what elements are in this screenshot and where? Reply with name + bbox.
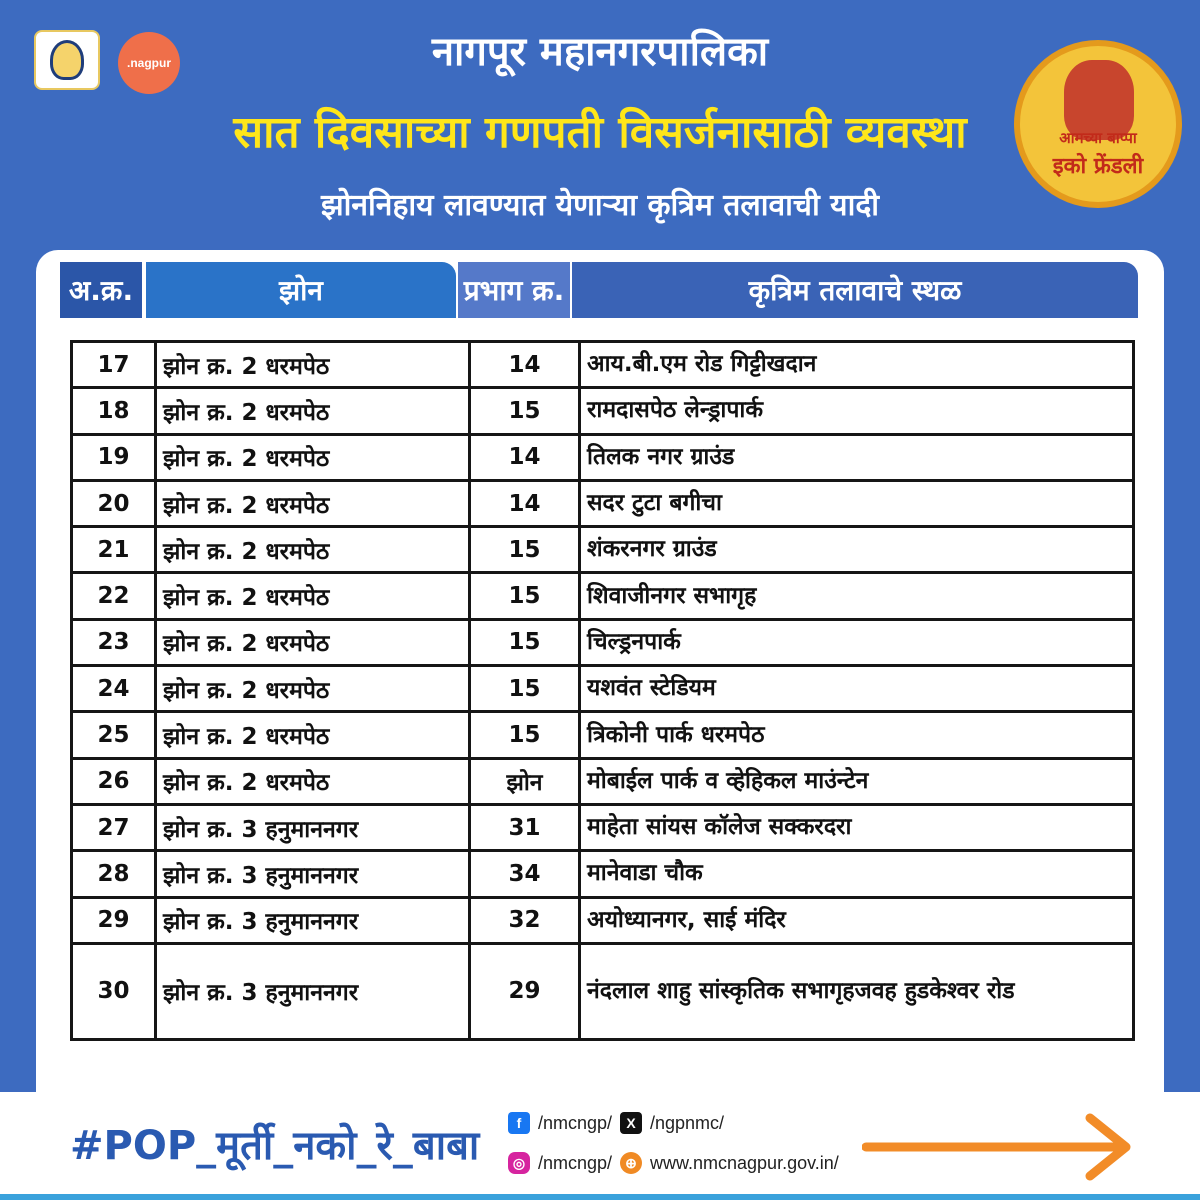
zone-cell: झोन क्र. 3 हनुमाननगर [156,943,470,1039]
serial-cell: 30 [72,943,156,1039]
serial-cell: 22 [72,573,156,619]
nagpur-brand-logo: .nagpur [118,32,180,94]
ward-cell: 32 [470,897,580,943]
ward-cell: 15 [470,527,580,573]
serial-cell: 25 [72,712,156,758]
column-header-serial: अ.क्र. [60,262,142,318]
table-row [72,434,1134,480]
zone-cell: झोन क्र. 3 हनुमाननगर [156,897,470,943]
serial-cell: 23 [72,619,156,665]
site-cell: अयोध्यानगर, साई मंदिर [580,897,1134,943]
x-link[interactable] [620,1112,724,1134]
instagram-handle: /nmcngp/ [538,1152,613,1173]
serial-cell: 28 [72,851,156,897]
site-cell: यशवंत स्टेडियम [580,666,1134,712]
site-cell: तिलक नगर ग्राउंड [580,434,1134,480]
site-cell: नंदलाल शाहु सांस्कृतिक सभागृहजवह हुडकेश्वर रोड [580,943,1134,1039]
facebook-handle: /nmcngp/ [538,1112,613,1133]
site-cell: मानेवाडा चौक [580,851,1134,897]
ward-cell: 15 [470,712,580,758]
ward-cell: 34 [470,851,580,897]
page-subtitle: झोननिहाय लावण्यात येणाऱ्या कृत्रिम तलावाची यादी [320,188,880,223]
ward-cell: 29 [470,943,580,1039]
header [0,0,1200,250]
zone-cell: झोन क्र. 2 धरमपेठ [156,388,470,434]
site-cell: शंकरनगर ग्राउंड [580,527,1134,573]
facebook-link[interactable] [508,1112,612,1134]
site-cell: रामदासपेठ लेन्ड्रापार्क [580,388,1134,434]
zone-cell: झोन क्र. 2 धरमपेठ [156,480,470,526]
serial-cell: 19 [72,434,156,480]
website-link[interactable] [620,1152,839,1174]
site-cell: मोबाईल पार्क व व्हेहिकल माउंन्टेन [580,758,1134,804]
table-row [72,527,1134,573]
table-row [72,943,1134,1039]
zone-cell: झोन क्र. 2 धरमपेठ [156,342,470,388]
ward-cell: 31 [470,804,580,850]
table-row [72,388,1134,434]
table-row [72,666,1134,712]
table-row [72,573,1134,619]
column-header-zone: झोन [146,262,456,318]
zone-cell: झोन क्र. 2 धरमपेठ [156,712,470,758]
site-cell: त्रिकोनी पार्क धरमपेठ [580,712,1134,758]
table-row [72,897,1134,943]
zone-cell: झोन क्र. 2 धरमपेठ [156,619,470,665]
zone-cell: झोन क्र. 2 धरमपेठ [156,434,470,480]
facebook-icon: f [508,1112,530,1134]
ward-cell: 15 [470,619,580,665]
zone-cell: झोन क्र. 3 हनुमाननगर [156,851,470,897]
table-row [72,619,1134,665]
zone-cell: झोन क्र. 2 धरमपेठ [156,666,470,712]
serial-cell: 17 [72,342,156,388]
organization-title: नागपूर महानगरपालिका [431,29,769,75]
column-header-site: कृत्रिम तलावाचे स्थळ [572,262,1138,318]
site-cell: माहेता सांयस कॉलेज सक्करदरा [580,804,1134,850]
site-cell: सदर टुटा बगीचा [580,480,1134,526]
instagram-link[interactable] [508,1152,612,1174]
eco-badge-top-text: आमच्या बाप्पा [1059,129,1137,147]
instagram-icon: ◎ [508,1152,530,1174]
ward-cell: 15 [470,666,580,712]
ward-cell: 15 [470,573,580,619]
site-cell: शिवाजीनगर सभागृह [580,573,1134,619]
campaign-hashtag: #POP_मूर्ती_नको_रे_बाबा [70,1123,480,1169]
x-handle: /ngpnmc/ [650,1112,725,1133]
ward-cell: 14 [470,480,580,526]
next-arrow-icon[interactable] [862,1112,1142,1182]
tank-list-table [70,340,1135,1041]
serial-cell: 26 [72,758,156,804]
serial-cell: 18 [72,388,156,434]
ward-cell: झोन [470,758,580,804]
zone-cell: झोन क्र. 3 हनुमाननगर [156,804,470,850]
table-row [72,342,1134,388]
table-row [72,712,1134,758]
eco-badge-bottom-text: इको फ्रेंडली [1052,154,1144,179]
page-title: सात दिवसाच्या गणपती विसर्जनासाठी व्यवस्था [233,107,967,158]
site-cell: आय.बी.एम रोड गिट्टीखदान [580,342,1134,388]
table-row [72,758,1134,804]
serial-cell: 27 [72,804,156,850]
serial-cell: 29 [72,897,156,943]
globe-icon: ⊕ [620,1152,642,1174]
eco-friendly-badge [1014,40,1182,208]
site-cell: चिल्ड्रनपार्क [580,619,1134,665]
footer-accent-line [0,1194,1200,1200]
zone-cell: झोन क्र. 2 धरमपेठ [156,758,470,804]
table-row [72,804,1134,850]
serial-cell: 20 [72,480,156,526]
x-icon: X [620,1112,642,1134]
zone-cell: झोन क्र. 2 धरमपेठ [156,527,470,573]
zone-cell: झोन क्र. 2 धरमपेठ [156,573,470,619]
ward-cell: 15 [470,388,580,434]
website-url: www.nmcnagpur.gov.in/ [650,1152,839,1173]
table-row [72,480,1134,526]
serial-cell: 21 [72,527,156,573]
ward-cell: 14 [470,342,580,388]
serial-cell: 24 [72,666,156,712]
table-row [72,851,1134,897]
footer [0,1092,1200,1200]
column-header-ward: प्रभाग क्र. [458,262,570,318]
ward-cell: 14 [470,434,580,480]
